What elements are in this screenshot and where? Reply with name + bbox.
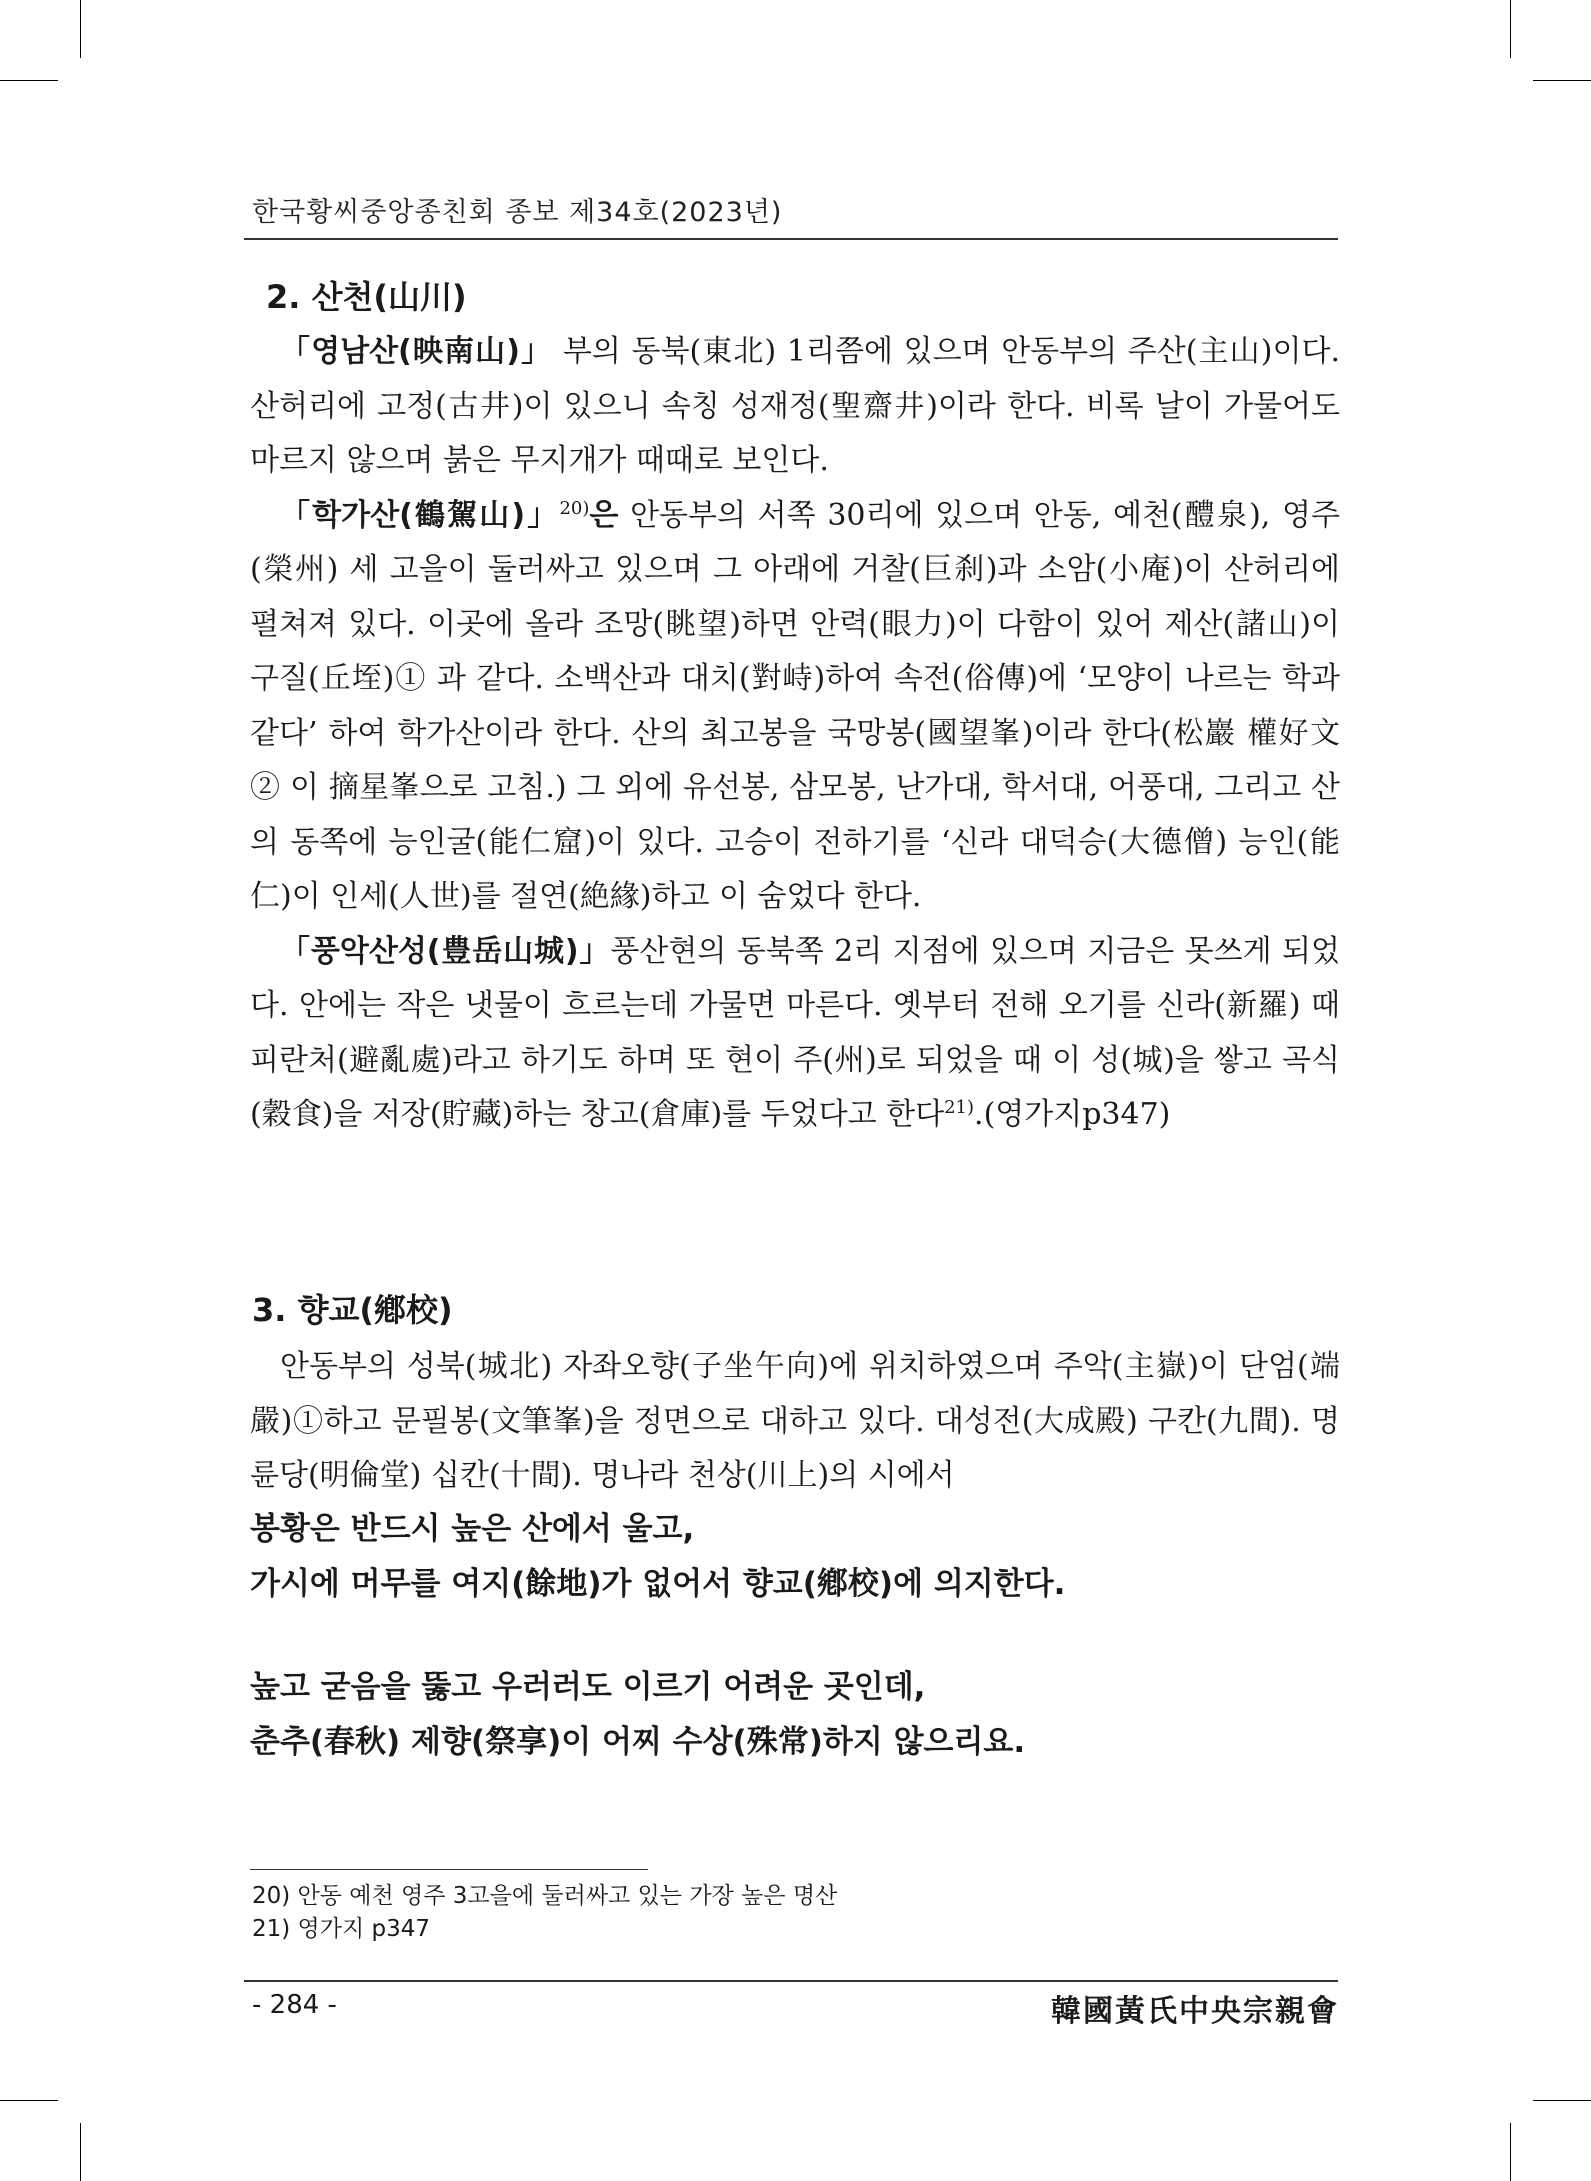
footnote: 21) 영가지 p347	[252, 1916, 431, 1942]
running-header: 한국황씨중앙종친회 종보 제34호(2023년)	[252, 197, 783, 228]
section-heading-3: 3. 향교(鄕校)	[252, 1291, 453, 1329]
paragraph-pungaksanseong: 「풍악산성(豊岳山城)」풍산현의 동북쪽 2리 지점에 있으며 지금은 못쓰게 되었다. 안에는 작은 냇물이 흐르는데 가물면 마른다. 옛부터 전해 오기를 신라(新羅) 때 피란처(避亂處)라고 하기도 하며 또 현이 주(州)로 되었을 때 이 성(城)을 쌓고 곡식(穀食)을 저장(貯藏)하는 창고(倉庫)를 두었다고 한다$^{21)}$.(영가지p347)	[250, 933, 1341, 1132]
poem-stanza-2	[250, 1660, 1025, 1770]
section-3-body	[250, 1340, 1340, 1504]
header-rule	[244, 238, 1338, 240]
footnotes	[252, 1880, 837, 1946]
page-number: - 284 -	[252, 1990, 337, 2020]
footnote-ref: 21)	[944, 1097, 975, 1118]
footnote-ref: 20)	[559, 497, 590, 519]
crop-mark	[1510, 0, 1511, 58]
crop-mark	[80, 2123, 81, 2181]
footnote: 20) 안동 예천 영주 3고을에 둘러싸고 있는 가장 높은 명산	[252, 1883, 838, 1909]
crop-mark	[1510, 2123, 1511, 2181]
footnote-rule	[250, 1869, 648, 1870]
paragraph-hyanggyo: 안동부의 성북(城北) 자좌오향(子坐午向)에 위치하였으며 주악(主嶽)이 단엄(端嚴)①하고 문필봉(文筆峯)을 정면으로 대하고 있다. 대성전(大成殿) 구칸(九間). 명륜당(明倫堂) 십칸(十間). 명나라 천상(川上)의 시에서	[250, 1349, 1340, 1493]
section-2-body	[250, 325, 1340, 1143]
crop-mark	[80, 0, 81, 58]
poem-stanza-1	[250, 1502, 1065, 1612]
poem-line: 높고 굳음을 뚫고 우러러도 이르기 어려운 곳인데,	[250, 1669, 926, 1705]
paragraph-hakgasan: 「학가산(鶴駕山)」$^{20)}$은 안동부의 서쪽 30리에 있으며 안동, 예천(醴泉), 영주(榮州) 세 고을이 둘러싸고 있으며 그 아래에 거찰(巨刹)과 소암(小庵)이 산허리에 펼쳐져 있다. 이곳에 올라 조망(眺望)하면 안력(眼力)이 다함이 있어 제산(諸山)이 구질(丘垤)① 과 같다. 소백산과 대치(對峙)하여 속전(俗傳)에 ‘모양이 나르는 학과 같다’ 하여 학가산이라 한다. 산의 최고봉을 국망봉(國望峯)이라 한다(松巖 權好文② 이 摘星峯으로 고침.) 그 외에 유선봉, 삼모봉, 난가대, 학서대, 어풍대, 그리고 산의 동쪽에 능인굴(能仁窟)이 있다. 고승이 전하기를 ‘신라 대덕승(大德僧) 능인(能仁)이 인세(人世)를 절연(絶緣)하고 이 숨었다 한다.	[250, 497, 1340, 914]
organization-name: 韓國黃氏中央宗親會	[1051, 1994, 1339, 2029]
section-heading-2: 2. 산천(山川)	[266, 278, 467, 316]
poem-line: 가시에 머무를 여지(餘地)가 없어서 향교(鄕校)에 의지한다.	[250, 1566, 1066, 1602]
poem-line: 봉황은 반드시 높은 산에서 울고,	[250, 1511, 695, 1547]
poem-line: 춘추(春秋) 제향(祭享)이 어찌 수상(殊常)하지 않으리요.	[250, 1724, 1026, 1760]
crop-mark	[1533, 2100, 1591, 2101]
crop-mark	[1533, 80, 1591, 81]
crop-mark	[0, 80, 58, 81]
crop-mark	[0, 2100, 58, 2101]
footer-rule	[244, 1980, 1338, 1982]
paragraph-yeongnamsan: 「영남산(映南山)」 부의 동북(東北) 1리쯤에 있으며 안동부의 주산(主山)이다. 산허리에 고정(古井)이 있으니 속칭 성재정(聖齋井)이라 한다. 비록 날이 가물어도 마르지 않으며 붉은 무지개가 때때로 보인다.	[250, 334, 1341, 478]
